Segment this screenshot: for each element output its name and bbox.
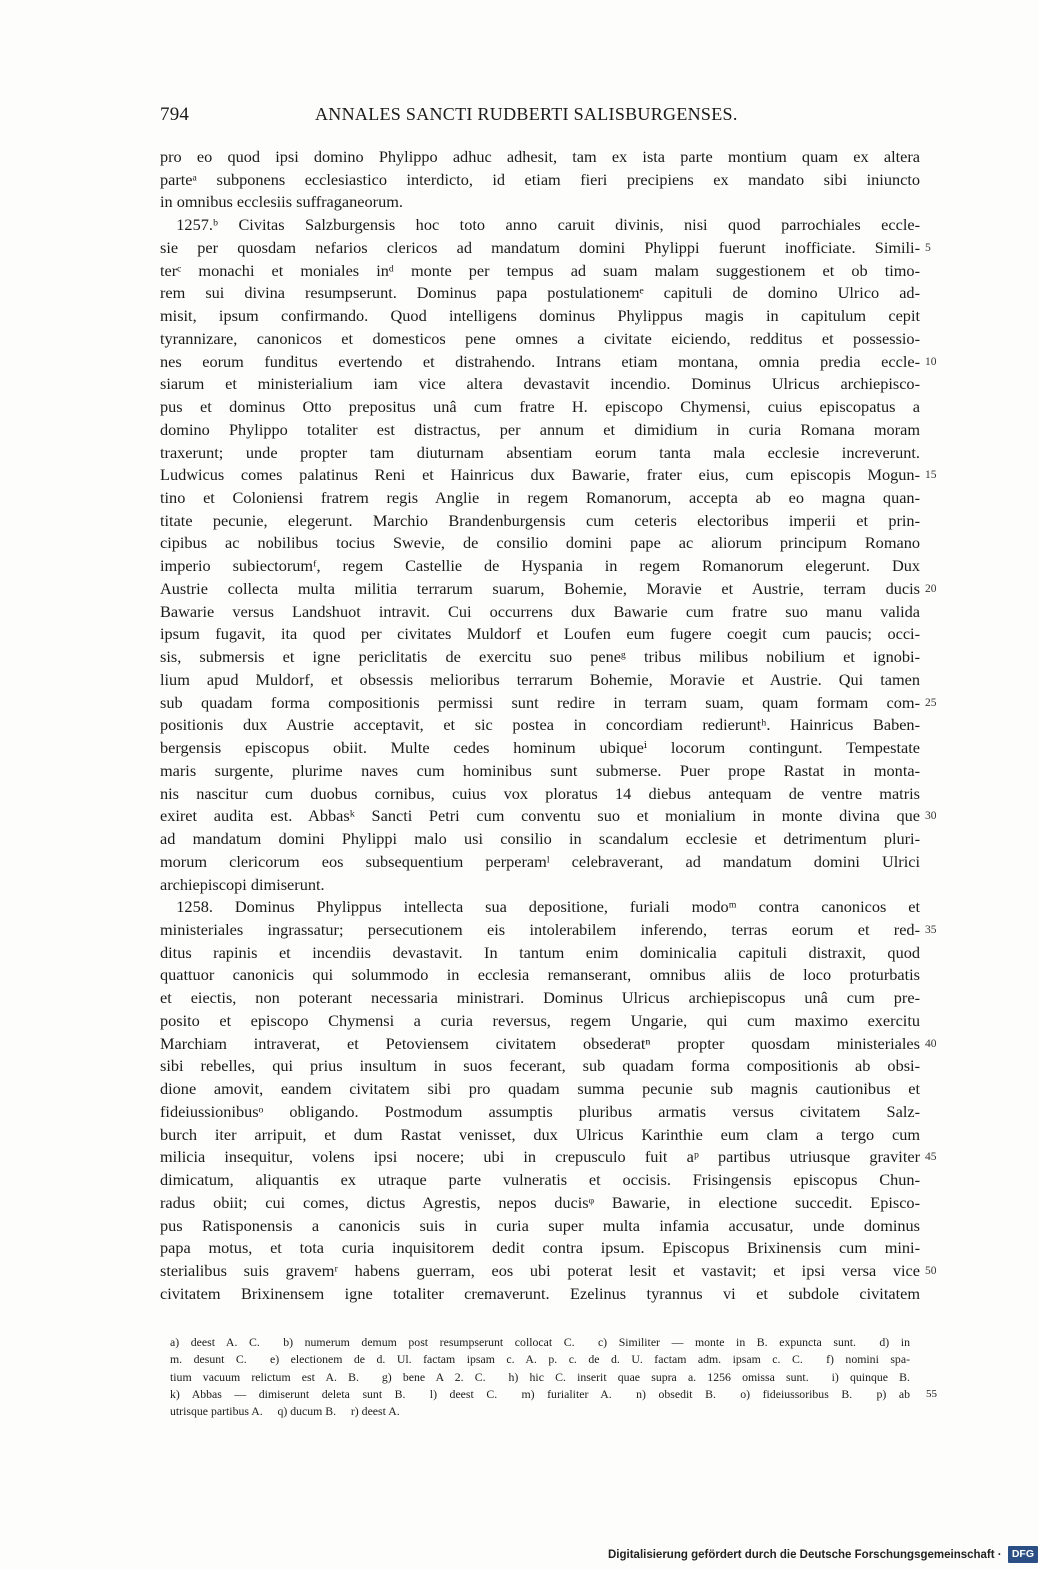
footnotes xyxy=(170,1334,940,1420)
line-text: titate pecunie, elegerunt. Marchio Brandenburgensis cum ceteris electoribus imperii et prin- xyxy=(160,510,920,530)
text-line xyxy=(160,260,920,283)
line-number: 30 xyxy=(925,810,937,823)
text-line xyxy=(160,191,920,214)
line-number: 45 xyxy=(925,1151,937,1164)
line-text: ipsum fugavit, ita quod per civitates Muldorf et Loufen eum fugere coegit cum paucis; occi- xyxy=(160,624,920,644)
line-text: maris surgente, plurime naves cum hominibus sunt submerse. Puer prope Rastat in monta- xyxy=(160,760,920,780)
line-text: sie per quosdam nefarios clericos ad mandatum domini Phylippi fuerunt inofficiate. Simili- xyxy=(160,237,920,257)
line-text: sterialibus suis gravemʳ habens guerram, eos ubi poterat lesit et vastavit; et ipsi versa vice xyxy=(160,1260,920,1280)
text-line xyxy=(160,851,920,874)
line-text: domino Phylippo totaliter est distractus, per annum et dimidium in curia Romana moram xyxy=(160,419,920,439)
footnote-text: a) deest A. C. b) numerum demum post resumpserunt collocat C. c) Similiter — monte in B. expuncta sunt. d) in xyxy=(170,1335,910,1349)
text-line xyxy=(160,896,920,919)
text-line xyxy=(160,1078,920,1101)
main-text xyxy=(160,146,937,1305)
line-text: dione amovit, eandem civitatem sibi pro quadam summa pecunie sub magnis cautionibus et xyxy=(160,1079,920,1099)
line-text: cipibus ac nobilibus tocius Swevie, de consilio domini pape ac aliorum principum Romano xyxy=(160,533,920,553)
text-line xyxy=(160,237,931,260)
line-text: papa motus, et tota curia inquisitorem dedit contra ipsum. Episcopus Brixinensis cum mini- xyxy=(160,1238,920,1258)
text-line xyxy=(160,1055,920,1078)
line-number: 50 xyxy=(925,1264,937,1277)
digitization-credit xyxy=(608,1545,1038,1565)
text-line xyxy=(160,464,937,487)
line-text: nis nascitur cum duobus cornibus, cuius vox ploratus 14 diebus antequam de ventre matris xyxy=(160,783,920,803)
text-line xyxy=(160,1033,937,1056)
text-line xyxy=(160,805,937,828)
line-text: exiret audita est. Abbasᵏ Sancti Petri cum conventu suo et monialium in monte divina que xyxy=(160,806,920,826)
line-text: imperio subiectorumᶠ, regem Castellie de Hyspania in regem Romanorum elegerunt. Dux xyxy=(160,556,920,576)
line-text: Bawarie versus Landshuot intravit. Cui occurrens dux Bawarie cum fratre suo manu valida xyxy=(160,601,920,621)
text-line xyxy=(160,1283,920,1306)
line-text: milicia insequitur, volens ipsi nocere; ubi in crepusculo fuit aᵖ partibus utriusque graviter xyxy=(160,1147,920,1167)
line-text: civitatem Brixinensem igne totaliter cremaverunt. Ezelinus tyrannus vi et subdole civitatem xyxy=(160,1283,920,1303)
text-line xyxy=(160,305,920,328)
line-number: 5 xyxy=(925,241,931,254)
text-line xyxy=(160,601,920,624)
text-line xyxy=(160,351,937,374)
line-text: traxerunt; unde propter tam diuturnam absentiam eorum tanta mala ecclesie increverunt. xyxy=(160,442,920,462)
text-line xyxy=(160,419,920,442)
line-text: pus et dominus Otto prepositus unâ cum fratre H. episcopo Chymensi, cuius episcopatus a xyxy=(160,397,920,417)
line-text: tino et Coloniensi fratrem regis Anglie in regem Romanorum, accepta ab eo magna quan- xyxy=(160,488,920,508)
text-line xyxy=(160,828,920,851)
text-line xyxy=(160,1169,920,1192)
page-header xyxy=(160,98,915,128)
page-number: 794 xyxy=(160,104,190,125)
line-text: Austrie collecta multa militia terrarum suarum, Bohemie, Moravie et Austrie, terram ducis xyxy=(160,578,920,598)
text-line xyxy=(160,487,920,510)
text-line xyxy=(160,146,920,169)
running-title: ANNALES SANCTI RUDBERTI SALISBURGENSES. xyxy=(315,104,738,124)
text-line xyxy=(160,282,920,305)
line-text: Marchiam intraverat, et Petoviensem civitatem obsederatⁿ propter quosdam ministeriales xyxy=(160,1033,920,1053)
line-text: posito et episcopo Chymensi a curia reversus, regem Ungarie, qui cum maximo exercitu xyxy=(160,1010,920,1030)
line-number: 55 xyxy=(926,1387,937,1400)
footnote-text: tium vacuum relictum est A. B. g) bene A 2. C. h) hic C. inserit quae supra a. 1256 omissa sunt. i) quinque B. xyxy=(170,1369,910,1384)
line-text: parteᵃ subponens ecclesiastico interdicto, id etiam fieri precipiens ex mandato sibi iniuncto xyxy=(160,169,920,189)
text-line xyxy=(160,760,920,783)
text-line xyxy=(160,669,920,692)
line-text: ad mandatum domini Phylippi malo usi consilio in scandalum ecclesie et detrimentum pluri- xyxy=(160,829,920,849)
line-text: ditus rapinis et incendiis devastavit. In tantum enim dominicalia capituli distraxit, quod xyxy=(160,942,920,962)
dfg-logo: DFG xyxy=(1008,1546,1038,1563)
line-text: et eiectis, non poterant necessaria ministrari. Dominus Ulricus archiepiscopus unâ cum pre- xyxy=(160,988,920,1008)
text-line xyxy=(160,874,920,897)
line-text: dimicatum, aliquantis ex utraque parte vulneratis et occisis. Frisingensis episcopus Chun- xyxy=(160,1170,920,1190)
footnote-text: utrisque partibus A. q) ducum B. r) deest A. xyxy=(170,1404,400,1419)
line-text: morum clericorum eos subsequentium perperamˡ celebraverant, ad mandatum domini Ulrici xyxy=(160,851,920,871)
line-text: fideiussionibusᵒ obligando. Postmodum assumptis pluribus armatis versus civitatem Salz- xyxy=(160,1101,920,1121)
credit-text: Digitalisierung gefördert durch die Deutsche Forschungsgemeinschaft · xyxy=(608,1549,1002,1561)
text-line xyxy=(160,532,920,555)
footnote-line xyxy=(170,1403,910,1420)
text-line xyxy=(160,623,920,646)
text-line xyxy=(160,1146,937,1169)
footnote-text: m. desunt C. e) electionem de d. Ul. factam ipsam c. A. p. c. de d. U. factam adm. ipsam c. C. f) nomini spa- xyxy=(170,1352,910,1367)
text-line xyxy=(160,396,920,419)
text-line xyxy=(160,328,920,351)
line-text: misit, ipsum confirmando. Quod intelligens dominus Phylippus magis in capitulum cepit xyxy=(160,306,920,326)
line-text: siarum et ministerialium iam vice altera devastavit incendio. Dominus Ulricus archiepisco- xyxy=(160,374,920,394)
line-number: 15 xyxy=(925,469,937,482)
line-number: 20 xyxy=(925,582,937,595)
line-text: nes eorum funditus evertendo et distrahendo. Intrans etiam montana, omnia predia eccle- xyxy=(160,351,920,371)
text-line xyxy=(160,214,920,237)
line-text: sis, submersis et igne periclitatis de exercitu suo peneᵍ tribus milibus nobilium et ignobi- xyxy=(160,647,920,667)
line-text: positionis dux Austrie acceptavit, et sic postea in concordiam redieruntʰ. Hainricus Baben- xyxy=(160,715,920,735)
footnote-line xyxy=(170,1369,910,1386)
text-line xyxy=(160,1237,920,1260)
footnote-line xyxy=(170,1386,937,1403)
line-text: Ludwicus comes palatinus Reni et Hainricus dux Bawarie, frater eius, cum episcopis Mogun- xyxy=(160,465,920,485)
text-line xyxy=(160,169,920,192)
text-line xyxy=(160,1101,920,1124)
line-text: bergensis episcopus obiit. Multe cedes hominum ubiqueⁱ locorum contingunt. Tempestate xyxy=(160,738,920,758)
text-line xyxy=(160,987,920,1010)
line-text: tyrannizare, canonicos et domesticos pene omnes a civitate eiciendo, redditus et possessio- xyxy=(160,328,920,348)
line-number: 40 xyxy=(925,1037,937,1050)
line-text: sibi rebelles, qui prius insultum in suos fecerant, sub quadam forma compositionis ab obsi- xyxy=(160,1056,920,1076)
text-line xyxy=(160,373,920,396)
text-line xyxy=(160,1215,920,1238)
line-number: 35 xyxy=(925,923,937,936)
line-text: pro eo quod ipsi domino Phylippo adhuc adhesit, tam ex ista parte montium quam ex altera xyxy=(160,147,920,166)
line-text: radus obiit; cui comes, dictus Agrestis, nepos ducisᵠ Bawarie, in electione succedit. Episco- xyxy=(160,1192,920,1212)
line-text: 1257.ᵇ Civitas Salzburgensis hoc toto anno caruit divinis, nisi quod parrochiales eccle- xyxy=(160,215,920,235)
text-line xyxy=(160,737,920,760)
text-line xyxy=(160,919,937,942)
text-line xyxy=(160,692,937,715)
text-line xyxy=(160,714,920,737)
text-line xyxy=(160,783,920,806)
line-number: 10 xyxy=(925,355,937,368)
line-text: lium apud Muldorf, et obsessis melioribus terrarum Bohemie, Moravie et Austrie. Qui tamen xyxy=(160,669,920,689)
text-line xyxy=(160,1010,920,1033)
line-text: 1258. Dominus Phylippus intellecta sua depositione, furiali modoᵐ contra canonicos et xyxy=(160,897,920,917)
line-text: quattuor canonicis qui solummodo in ecclesia remanserant, omnibus aliis de loco proturbatis xyxy=(160,965,920,985)
text-line xyxy=(160,555,920,578)
text-line xyxy=(160,942,920,965)
line-text: ministeriales ingrassatur; persecutionem eis intolerabilem inferendo, terras eorum et red- xyxy=(160,919,920,939)
footnote-line xyxy=(170,1334,910,1351)
footnote-line xyxy=(170,1351,910,1368)
text-line xyxy=(160,1124,920,1147)
line-text: burch iter arripuit, et dum Rastat venisset, dux Ulricus Karinthie eum clam a tergo cum xyxy=(160,1124,920,1144)
line-text: pus Ratisponensis a canonicis suis in curia super multa infamia accusatur, unde dominus xyxy=(160,1215,920,1235)
footnote-text: k) Abbas — dimiserunt deleta sunt B. l) deest C. m) furialiter A. n) obsedit B. o) fideiussoribus B. p) ab xyxy=(170,1386,910,1401)
text-line xyxy=(160,964,920,987)
line-text: archiepiscopi dimiserunt. xyxy=(160,874,325,894)
text-line xyxy=(160,442,920,465)
line-text: sub quadam forma compositionis permissi sunt redire in terram suam, quam formam com- xyxy=(160,692,920,712)
text-line xyxy=(160,510,920,533)
line-text: terᶜ monachi et moniales inᵈ monte per tempus ad suam malam suggestionem et ob timo- xyxy=(160,260,920,280)
text-line xyxy=(160,578,937,601)
line-text: in omnibus ecclesiis suffraganeorum. xyxy=(160,192,403,212)
text-line xyxy=(160,646,920,669)
text-line xyxy=(160,1192,920,1215)
line-number: 25 xyxy=(925,696,937,709)
text-line xyxy=(160,1260,937,1283)
line-text: rem sui divina resumpserunt. Dominus papa postulationemᵉ capituli de domino Ulrico ad- xyxy=(160,283,920,303)
